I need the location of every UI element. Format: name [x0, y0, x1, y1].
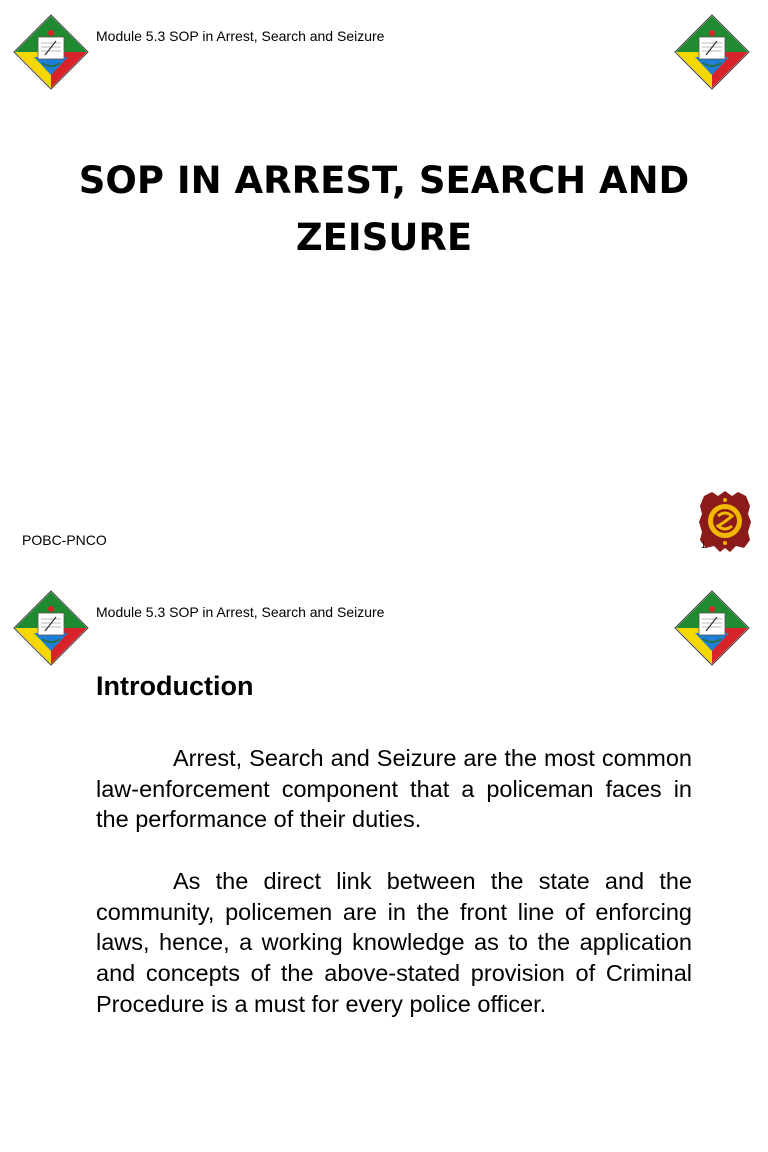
academy-emblem-icon — [12, 13, 90, 91]
content-slide — [0, 576, 768, 1152]
slide-title-line: ZEISURE — [295, 216, 473, 259]
academy-emblem-icon — [673, 13, 751, 91]
academy-emblem-left — [12, 589, 90, 667]
slide-title-line: SOP IN ARREST, SEARCH AND — [78, 159, 690, 202]
module-header: Module 5.3 SOP in Arrest, Search and Seizure — [96, 28, 385, 44]
pnp-seal — [698, 490, 752, 554]
academy-emblem-icon — [673, 589, 751, 667]
section-heading: Introduction — [96, 671, 254, 701]
academy-emblem-icon — [12, 589, 90, 667]
academy-emblem-right — [673, 589, 751, 667]
academy-emblem-right — [673, 13, 751, 91]
slide-title — [0, 152, 768, 266]
page-number: 1 — [701, 540, 707, 550]
pnp-seal-icon — [698, 490, 752, 554]
intro-paragraph: As the direct link between the state and the community, policemen are in the front line of enforcing laws, hence, a working knowledge as to the application and concepts of the above-stated provision of Criminal Procedure is a must for every police officer. — [96, 868, 692, 1017]
academy-emblem-left — [12, 13, 90, 91]
footer-label: POBC-PNCO — [22, 532, 107, 548]
intro-paragraph: Arrest, Search and Seizure are the most common law-enforcement component that a policeman faces in the performance of their duties. — [96, 745, 692, 833]
module-header: Module 5.3 SOP in Arrest, Search and Seizure — [96, 604, 385, 620]
